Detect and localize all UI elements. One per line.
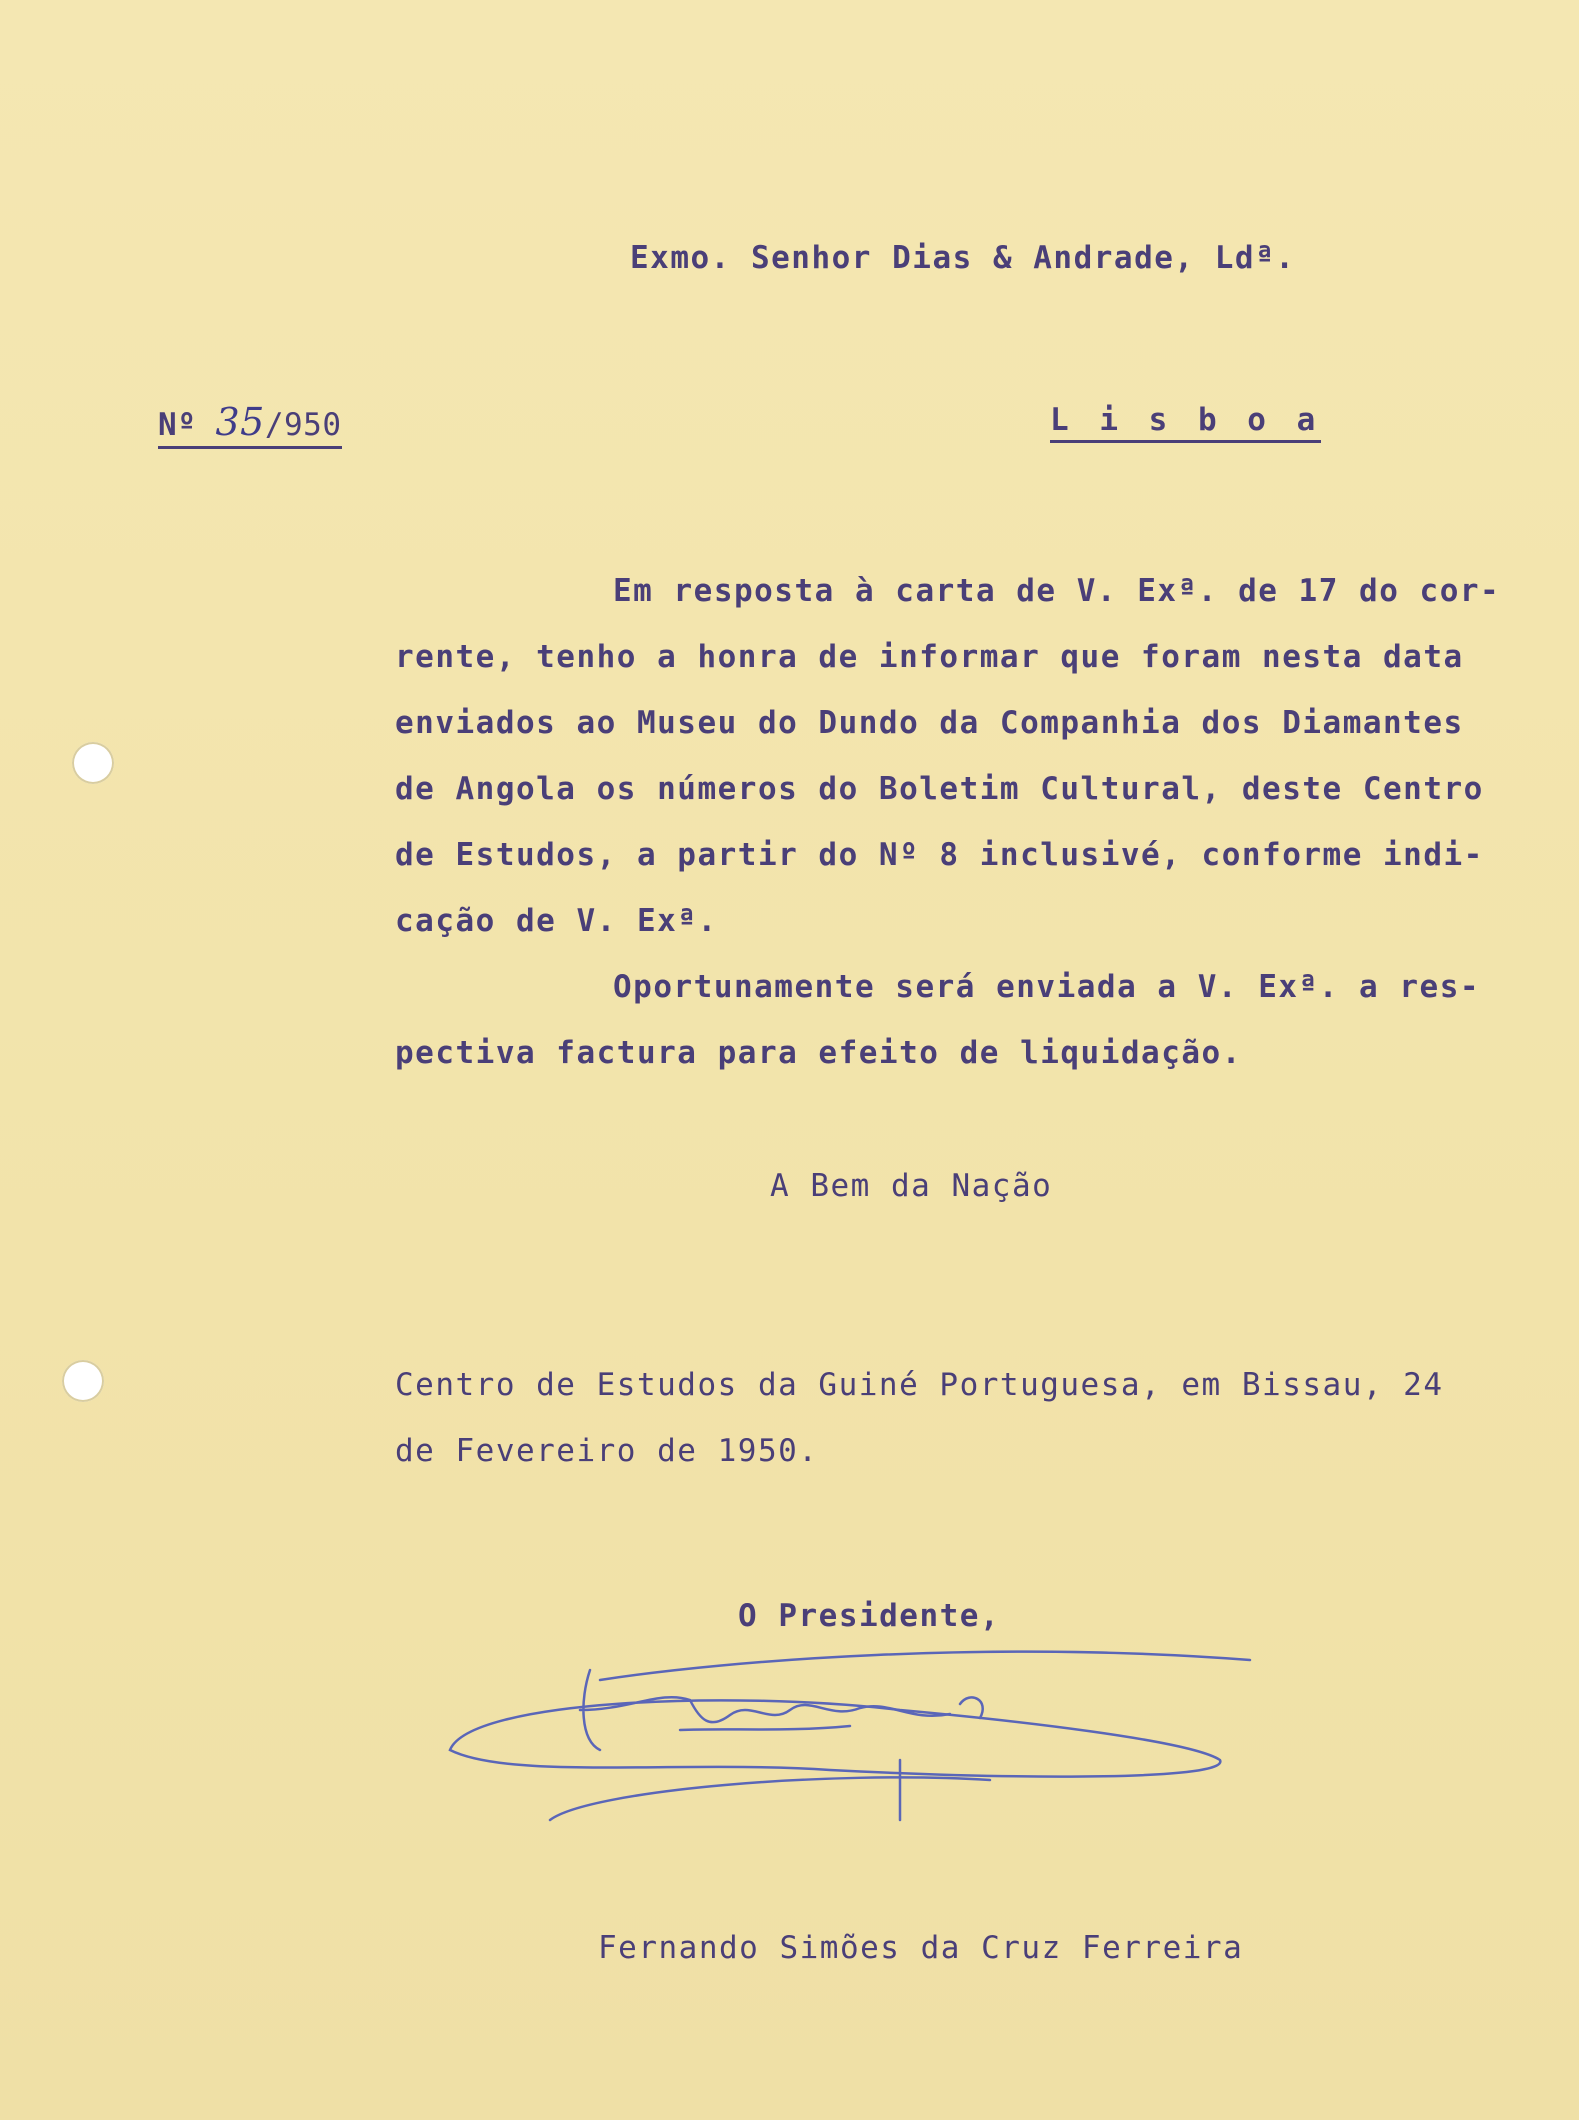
signature-scribble	[430, 1630, 1270, 1830]
signatory-name: Fernando Simões da Cruz Ferreira	[598, 1930, 1244, 1966]
signatory-title: O Presidente,	[738, 1598, 1001, 1634]
body-line: Em resposta à carta de V. Exª. de 17 do cor-	[613, 573, 1501, 609]
reference-prefix: Nº	[158, 407, 197, 443]
body-line: enviados ao Museu do Dundo da Companhia dos Diamantes	[395, 705, 1464, 741]
reference-year: /950	[264, 407, 342, 443]
reference-number	[158, 400, 342, 449]
binder-hole-lower	[62, 1360, 104, 1402]
body-line: Oportunamente será enviada a V. Exª. a res-	[613, 969, 1481, 1005]
addressee-line: Exmo. Senhor Dias & Andrade, Ldª.	[630, 240, 1296, 276]
body-line: de Estudos, a partir do Nº 8 inclusivé, conforme indi-	[395, 837, 1484, 873]
body-line: cação de V. Exª.	[395, 903, 718, 939]
place-date-line: Centro de Estudos da Guiné Portuguesa, em Bissau, 24	[395, 1367, 1444, 1403]
place-date	[395, 1352, 1495, 1484]
binder-hole-upper	[72, 742, 114, 784]
closing-salutation: A Bem da Nação	[770, 1168, 1053, 1204]
reference-handwritten-number: 35	[215, 400, 265, 444]
body-line: pectiva factura para efeito de liquidação.	[395, 1035, 1242, 1071]
body-paragraph-2	[395, 954, 1495, 1086]
city-heading: L i s b o a	[1050, 402, 1321, 443]
body-line: de Angola os números do Boletim Cultural, deste Centro	[395, 771, 1484, 807]
place-date-line: de Fevereiro de 1950.	[395, 1433, 819, 1469]
body-line: rente, tenho a honra de informar que foram nesta data	[395, 639, 1464, 675]
body-paragraph-1	[395, 558, 1501, 954]
